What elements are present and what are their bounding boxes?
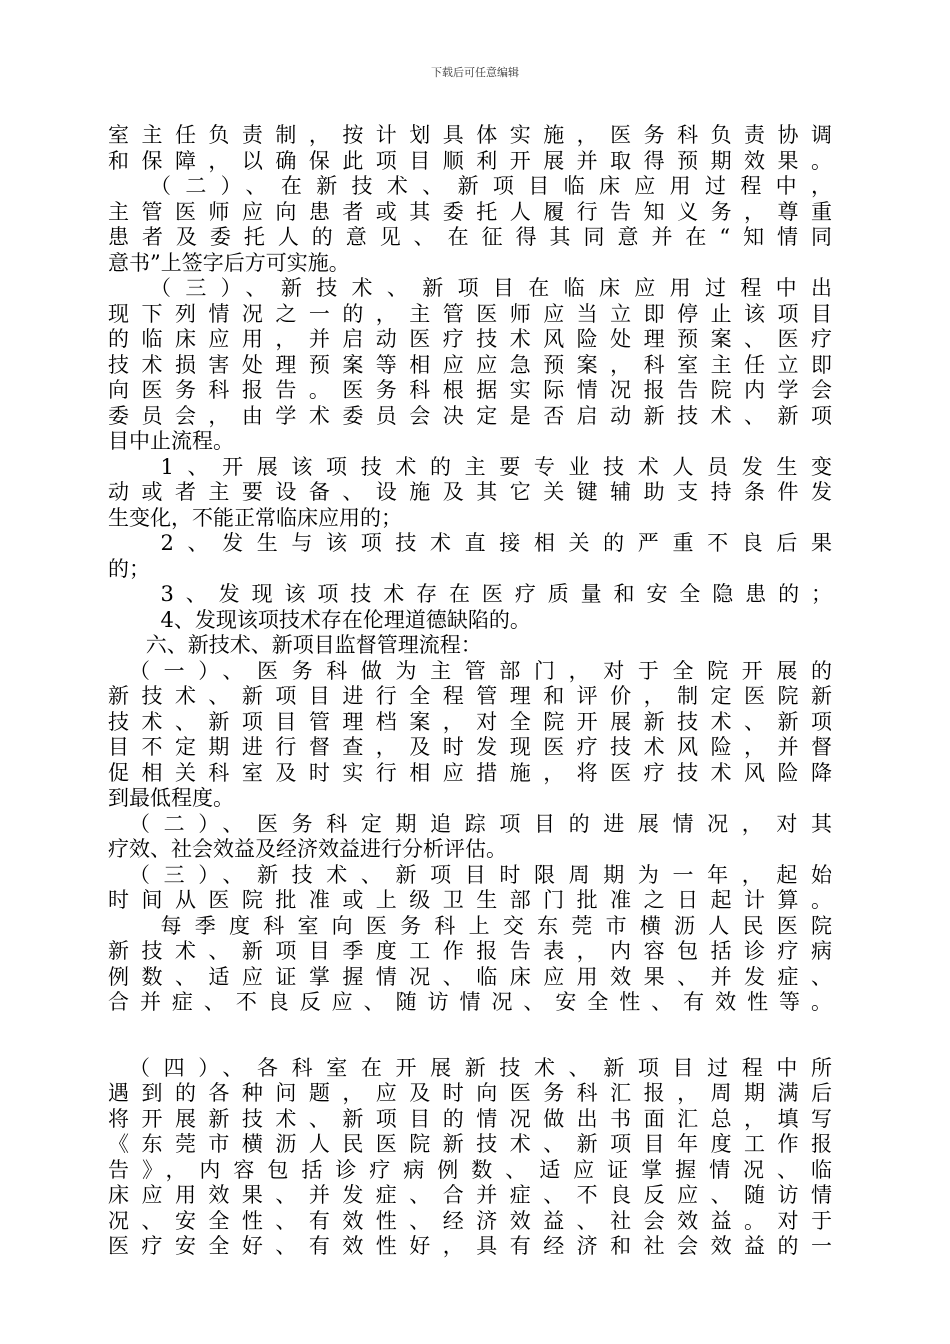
text-line: 和保障，以确保此项目顺利开展并取得预期效果。 [108, 148, 832, 173]
text-line: 技术损害处理预案等相应应急预案，科室主任立即 [108, 352, 832, 377]
text-line: 1、开展该项技术的主要专业技术人员发生变 [160, 454, 832, 479]
text-line: （三）、新技术、新项目时限周期为一年，起始 [129, 862, 832, 887]
text-line: 医疗安全好、有效性好，具有经济和社会效益的一 [108, 1234, 832, 1258]
text-line: 室主任负责制，按计划具体实施，医务科负责协调 [108, 123, 832, 147]
text-line: 3、发现该项技术存在医疗质量和安全隐患的； [160, 582, 832, 606]
text-line: 动或者主要设备、设施及其它关键辅助支持条件发 [108, 480, 832, 504]
page-header: 下载后可任意编辑 [431, 66, 519, 79]
text-line: 每季度科室向医务科上交东莞市横沥人民医院 [160, 913, 832, 938]
text-block-b [108, 1056, 832, 1260]
text-line: 意书”上签字后方可实施。 [108, 250, 350, 275]
text-line: 合并症、不良反应、随访情况、安全性、有效性等。 [108, 990, 832, 1014]
text-line: 2、发生与该项技术直接相关的严重不良后果 [160, 531, 832, 555]
text-line: 目中止流程。 [108, 429, 234, 453]
text-line: 患者及委托人的意见、在征得其同意并在“知情同 [108, 225, 832, 249]
text-line: 技术、新项目管理档案，对全院开展新技术、新项 [108, 709, 832, 734]
text-line: 目不定期进行督查，及时发现医疗技术风险，并督 [108, 735, 832, 759]
text-line: 主管医师应向患者或其委托人履行告知义务，尊重 [108, 199, 832, 224]
text-line: 委员会，由学术委员会决定是否启动新技术、新项 [108, 403, 832, 428]
text-line: 例数、适应证掌握情况、临床应用效果、并发症、 [108, 964, 832, 989]
text-line: 六、新技术、新项目监督管理流程： [145, 633, 482, 657]
text-line: 4、发现该项技术存在伦理道德缺陷的。 [160, 607, 531, 632]
text-line: 将开展新技术、新项目的情况做出书面汇总，填写 [108, 1106, 832, 1131]
text-line: 到最低程度。 [108, 786, 234, 810]
text-line: 新技术、新项目进行全程管理和评价，制定医院新 [108, 684, 832, 708]
paragraph-gap [108, 1016, 832, 1056]
text-line: （三）、新技术、新项目在临床应用过程中出 [150, 276, 832, 300]
text-line: 床应用效果、并发症、合并症、不良反应、随访情 [108, 1183, 832, 1207]
text-line: 况、安全性、有效性、经济效益、社会效益。对于 [108, 1208, 832, 1233]
text-line: 生变化，不能正常临床应用的； [108, 505, 402, 530]
text-line: 《东莞市横沥人民医院新技术、新项目年度工作报 [108, 1132, 832, 1156]
text-line: （二）、医务科定期追踪项目的进展情况，对其 [129, 811, 832, 836]
text-line: 现下列情况之一的，主管医师应当立即停止该项目 [108, 301, 832, 326]
text-line: 告》，内容包括诊疗病例数、适应证掌握情况、临 [108, 1157, 832, 1182]
text-line: 新技术、新项目季度工作报告表，内容包括诊疗病 [108, 939, 832, 963]
text-line: （一）、医务科做为主管部门，对于全院开展的 [129, 658, 832, 683]
text-line: 遇到的各种问题，应及时向医务科汇报，周期满后 [108, 1081, 832, 1105]
text-line: 的； [108, 556, 150, 581]
text-line: 疗效、社会效益及经济效益进行分析评估。 [108, 837, 507, 861]
text-line: （四）、各科室在开展新技术、新项目过程中所 [129, 1055, 832, 1080]
document-body [108, 123, 832, 1260]
text-block-a [108, 123, 832, 1016]
text-line: 促相关科室及时实行相应措施，将医疗技术风险降 [108, 760, 832, 785]
text-line: （二）、在新技术、新项目临床应用过程中， [150, 174, 832, 198]
text-line: 向医务科报告。医务科根据实际情况报告院内学会 [108, 378, 832, 402]
text-line: 的临床应用，并启动医疗技术风险处理预案、医疗 [108, 327, 832, 351]
text-line: 时间从医院批准或上级卫生部门批准之日起计算。 [108, 888, 832, 912]
